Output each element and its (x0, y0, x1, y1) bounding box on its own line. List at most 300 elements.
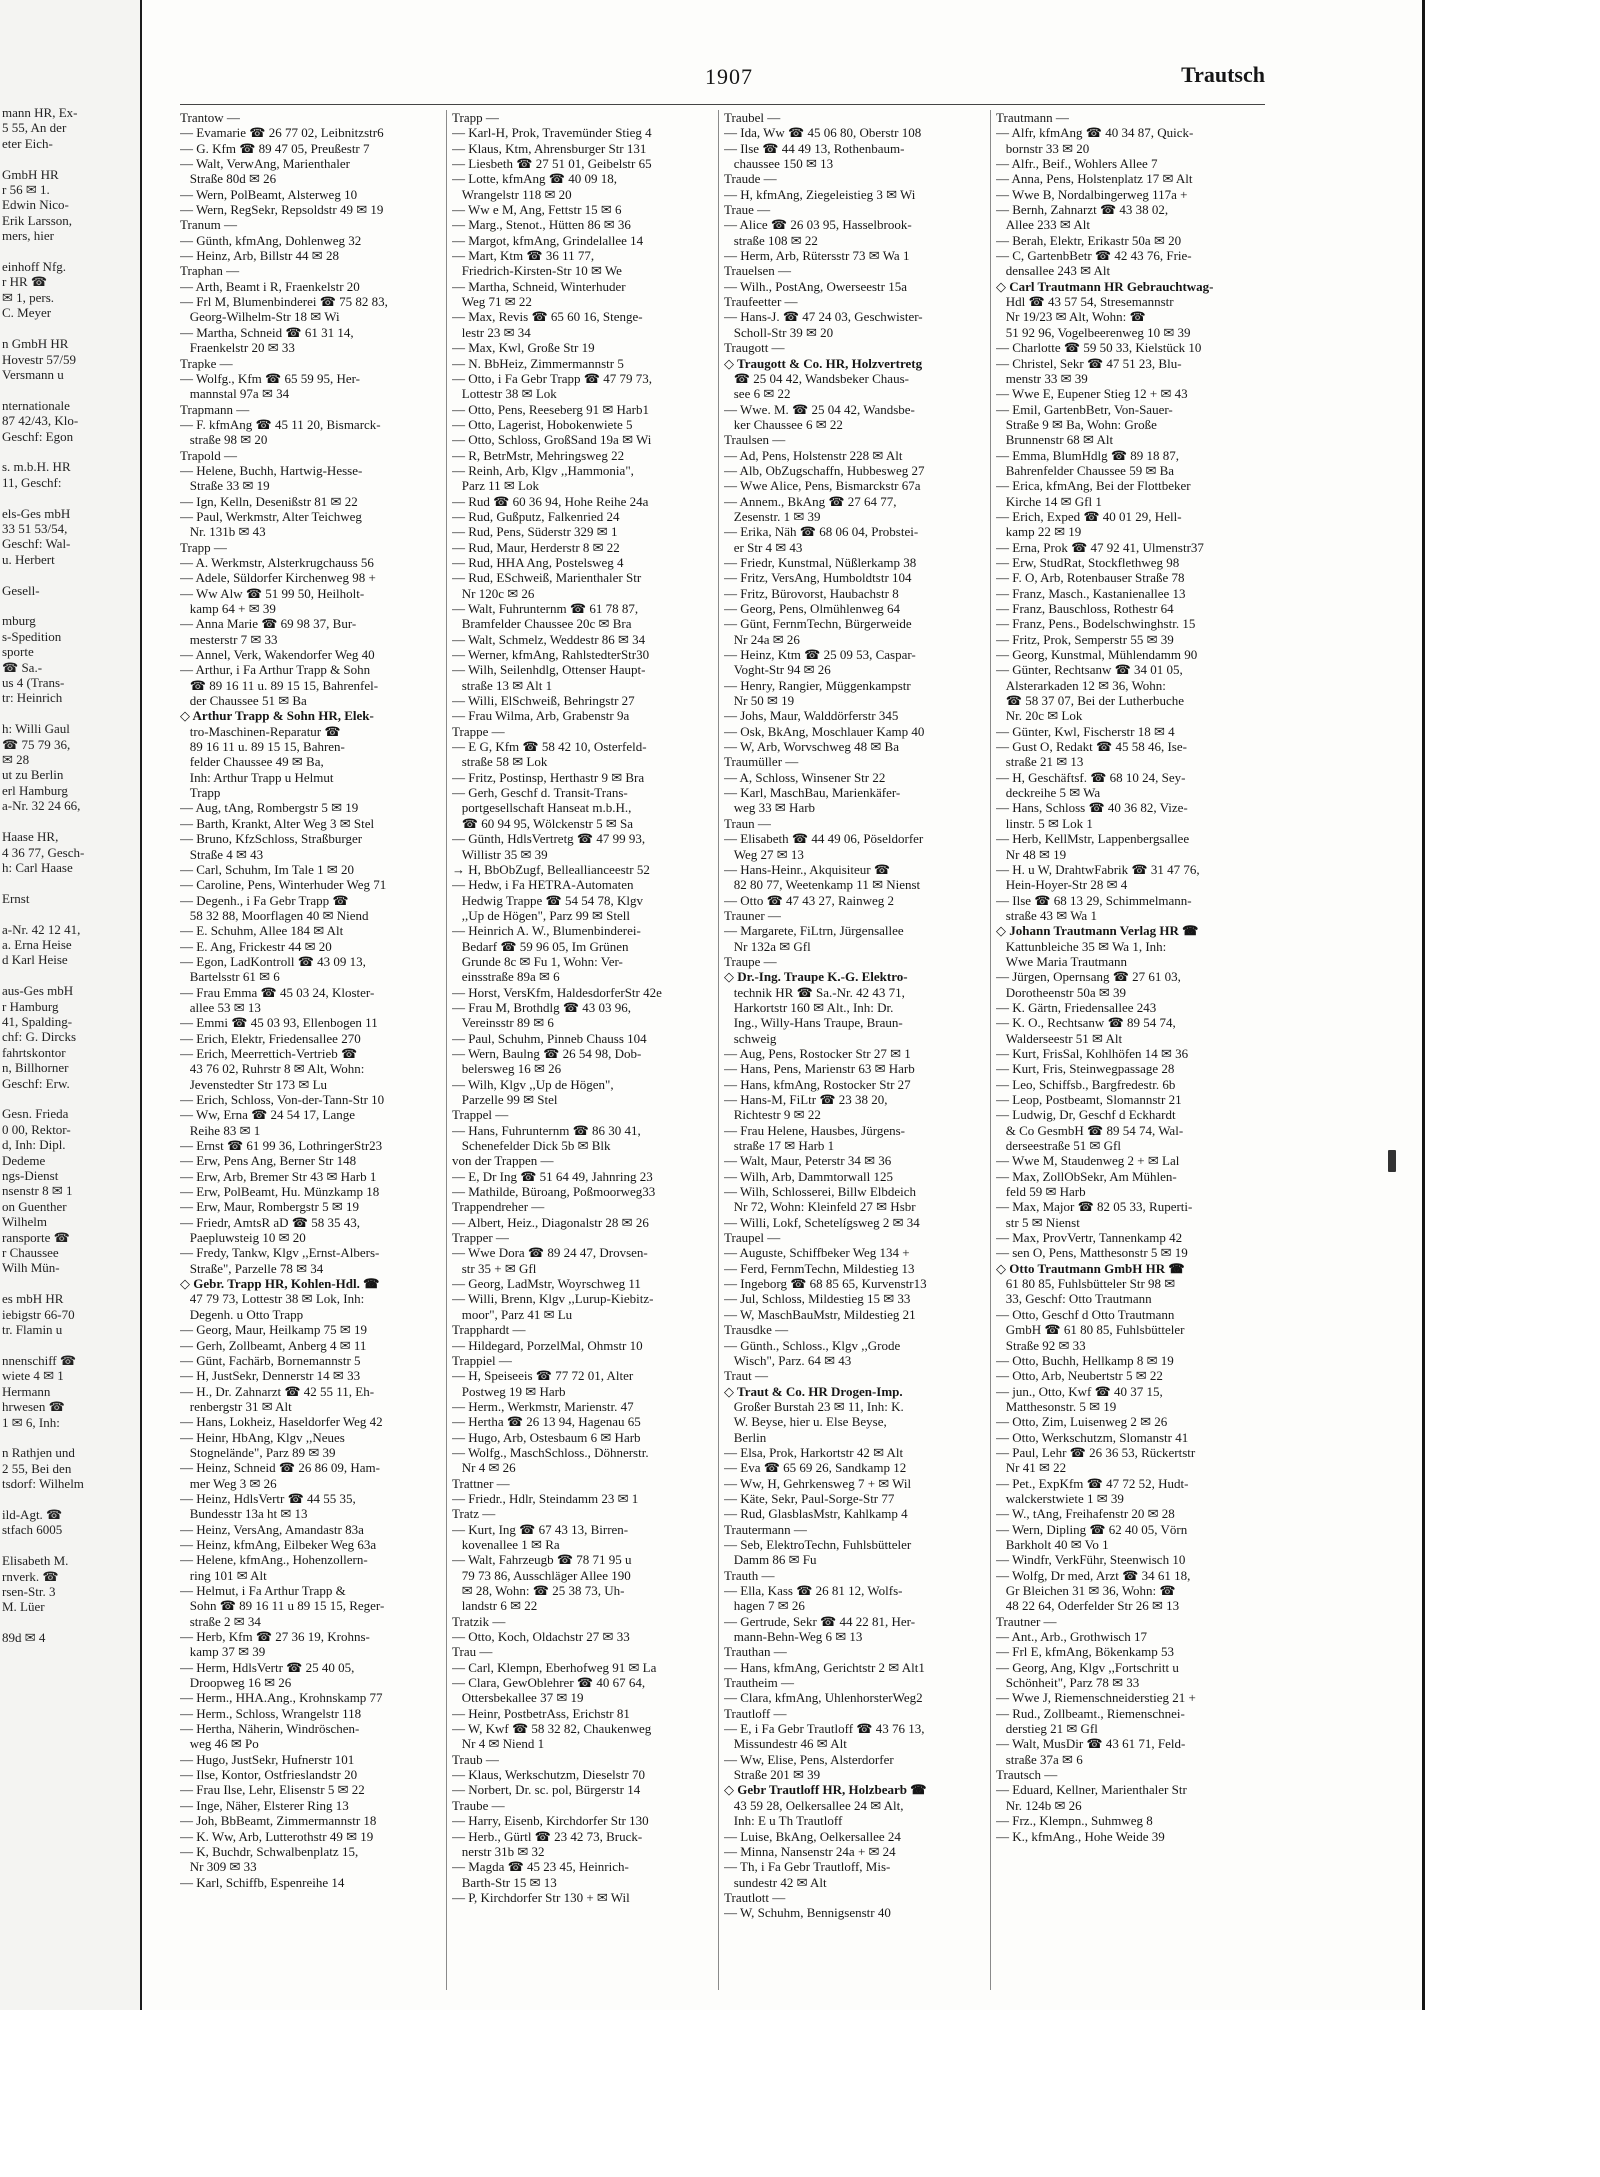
directory-entry-line: — Frau Ilse, Lehr, Elisenstr 5 ✉ 22 (180, 1782, 365, 1798)
directory-entry-line: — Wwe M, Staudenweg 2 + ✉ Lal (996, 1153, 1180, 1169)
directory-entry-line: — Herb, Kfm ☎ 27 36 19, Krohns- (180, 1629, 370, 1645)
left-fragment-line: Wilhelm (2, 1214, 47, 1230)
directory-entry-line: — Walt, VerwAng, Marienthaler (180, 156, 350, 172)
left-fragment-line: nsenstr 8 ✉ 1 (2, 1183, 73, 1199)
left-fragment-line: chf: G. Dircks (2, 1029, 77, 1045)
directory-entry-line: — G. Kfm ☎ 89 47 05, Preußestr 7 (180, 140, 370, 156)
scan-mark (1388, 1150, 1396, 1172)
directory-entry-line: ,,Up de Högen", Parz 99 ✉ Stell (452, 907, 630, 923)
directory-entry-line: — Otto, Lagerist, Hobokenwiete 5 (452, 416, 633, 432)
directory-entry-line: — Marg., Stenot., Hütten 86 ✉ 36 (452, 217, 631, 233)
directory-entry-line: Großer Burstah 23 ✉ 11, Inh: K. (724, 1398, 904, 1414)
directory-entry-line: ◇ Dr.-Ing. Traupe K.-G. Elektro- (724, 969, 908, 985)
directory-entry-line: — Ernst ☎ 61 99 36, LothringerStr23 (180, 1138, 383, 1154)
directory-entry-line: Parz 11 ✉ Lok (452, 478, 539, 494)
directory-entry-line: Schenefelder Dick 5b ✉ Blk (452, 1138, 611, 1154)
directory-entry-line: GmbH ☎ 61 80 85, Fuhlsbütteler (996, 1322, 1185, 1338)
directory-entry-line: ☎ 58 37 07, Bei der Lutherbuche (996, 693, 1185, 709)
directory-entry-line: — Rud, Pens, Süderstr 329 ✉ 1 (452, 524, 618, 540)
left-fragment-line: ngs-Dienst (2, 1168, 59, 1184)
directory-entry-line: — W, Kwf ☎ 58 32 82, Chaukenweg (452, 1721, 652, 1737)
directory-entry-line: Wwe Maria Trautmann (996, 953, 1128, 969)
directory-entry-line: — Caroline, Pens, Winterhuder Weg 71 (180, 877, 387, 893)
directory-entry-line: — Heinz, Arb, Billstr 44 ✉ 28 (180, 248, 339, 264)
directory-entry-line: — Hans, kfmAng, Rostocker Str 27 (724, 1076, 911, 1092)
directory-entry-line: — Eduard, Kellner, Marienthaler Str (996, 1782, 1187, 1798)
directory-entry-line: — Otto, Pens, Reeseberg 91 ✉ Harb1 (452, 401, 649, 417)
left-fragment-line: einhoff Nfg. (2, 259, 67, 275)
directory-entry-line: — Kurt, FrisSal, Kohlhöfen 14 ✉ 36 (996, 1045, 1189, 1061)
directory-entry-line: — H, kfmAng, Ziegeleistieg 3 ✉ Wi (724, 186, 916, 202)
directory-entry-line: — Herm., Werkmstr, Marienstr. 47 (452, 1398, 634, 1414)
directory-entry-line: Droopweg 16 ✉ 26 (180, 1675, 292, 1691)
directory-entry-line: — Erika, Näh ☎ 68 06 04, Probstei- (724, 524, 919, 540)
directory-entry-line: — Th, i Fa Gebr Trautloff, Mis- (724, 1859, 891, 1875)
directory-entry-line: Trapp — (452, 110, 499, 125)
left-fragment-line: n GmbH HR (2, 336, 69, 352)
directory-entry-line: straße 43 ✉ Wa 1 (996, 907, 1097, 923)
left-fragment-line: stfach 6005 (2, 1522, 63, 1538)
left-fragment-line (2, 1276, 140, 1291)
directory-entry-line: — Gust O, Redakt ☎ 45 58 46, Ise- (996, 739, 1187, 755)
directory-entry-line: moor", Parz 41 ✉ Lu (452, 1306, 573, 1322)
directory-entry-line: Trautermann — (724, 1521, 807, 1537)
directory-entry-line: Traumüller — (724, 754, 799, 770)
directory-entry-line: — H, Geschäftsf. ☎ 68 10 24, Sey- (996, 769, 1186, 785)
directory-entry-line: Straße 9 ✉ Ba, Wohn: Große (996, 416, 1157, 432)
directory-entry-line: — Joh, BbBeamt, Zimmermannstr 18 (180, 1813, 377, 1829)
directory-entry-line: — Georg, Pens, Olmühlenweg 64 (724, 601, 900, 616)
directory-entry-line: straße 58 ✉ Lok (452, 754, 548, 770)
left-fragment-line: M. Lüer (2, 1599, 45, 1615)
directory-entry-line: — Margot, kfmAng, Grindelallee 14 (452, 232, 644, 248)
directory-entry-line: hagen 7 ✉ 26 (724, 1598, 805, 1614)
directory-entry-line: — Barth, Krankt, Alter Weg 3 ✉ Stel (180, 815, 375, 831)
directory-entry-line: — Hertha, Näherin, Windröschen- (180, 1721, 360, 1737)
directory-entry-line: straße 108 ✉ 22 (724, 232, 818, 248)
directory-entry-line: — Ingeborg ☎ 68 85 65, Kurvenstr13 (724, 1276, 927, 1292)
left-fragment-line: 33 51 53/54, (2, 520, 68, 536)
directory-entry-line: — Anna, Pens, Holstenplatz 17 ✉ Alt (996, 171, 1193, 187)
directory-entry-line: Trautmann — (996, 110, 1069, 125)
directory-entry-line: — Emil, GartenbBetr, Von-Sauer- (996, 401, 1173, 417)
directory-entry-line: — Frl E, kfmAng, Bökenkamp 53 (996, 1644, 1175, 1660)
left-fragment-line: Hovestr 57/59 (2, 351, 77, 367)
left-fragment-line: mann HR, Ex- (2, 105, 78, 120)
directory-entry-line: bornstr 33 ✉ 20 (996, 140, 1090, 156)
directory-entry-line: — Wwe Alice, Pens, Bismarckstr 67a (724, 478, 921, 494)
directory-entry-line: Damm 86 ✉ Fu (724, 1552, 817, 1568)
directory-entry-line: Trapphardt — (452, 1322, 526, 1338)
left-fragment-line (2, 968, 140, 983)
directory-entry-line: — Rud, Maur, Herderstr 8 ✉ 22 (452, 539, 620, 555)
directory-entry-line: — Otto, Schloss, GroßSand 19a ✉ Wi (452, 432, 652, 448)
directory-entry-line: — Ww, H, Gehrkensweg 7 + ✉ Wil (724, 1475, 912, 1491)
directory-entry-line: — Magda ☎ 45 23 45, Heinrich- (452, 1859, 629, 1875)
directory-entry-line: — Harry, Eisenb, Kirchdorfer Str 130 (452, 1813, 649, 1829)
directory-entry-line: — Clara, GewOblehrer ☎ 40 67 64, (452, 1675, 646, 1691)
directory-entry-line: von der Trappen — (452, 1153, 554, 1169)
directory-entry-line: 43 59 28, Oelkersallee 24 ✉ Alt, (724, 1797, 904, 1813)
directory-entry-line: 33, Geschf: Otto Trautmann (996, 1291, 1152, 1307)
directory-entry-line: Traufeetter — (724, 294, 798, 310)
directory-entry-line: — H, Speiseeis ☎ 77 72 01, Alter (452, 1368, 634, 1384)
directory-entry-line: — Carl, Schuhm, Im Tale 1 ✉ 20 (180, 861, 355, 877)
left-fragment-line: Geschf: Egon (2, 428, 74, 444)
scan-margin-right (1425, 0, 1600, 2177)
directory-entry-line: Trantow — (180, 110, 240, 125)
directory-entry-line: Trautloff — (724, 1705, 787, 1721)
directory-entry-line: — Ludwig, Dr, Geschf d Eckhardt (996, 1107, 1176, 1123)
directory-entry-line: Trattner — (452, 1475, 510, 1491)
directory-entry-line: einsstraße 89a ✉ 6 (452, 969, 560, 985)
directory-entry-line: — Erich, Elektr, Friedensallee 270 (180, 1030, 361, 1046)
directory-entry-line: — E, i Fa Gebr Trautloff ☎ 43 76 13, (724, 1721, 925, 1737)
directory-entry-line: Trautsch — (996, 1767, 1058, 1783)
directory-column-1 (180, 110, 447, 1990)
directory-entry-line: — Hans-Heinr., Akquisiteur ☎ (724, 861, 891, 877)
directory-entry-line: — Frz., Klempn., Suhmweg 8 (996, 1813, 1153, 1829)
left-fragment-line: us 4 (Trans- (2, 675, 65, 691)
directory-entry-line: — K, Buchdr, Schwalbenplatz 15, (180, 1843, 359, 1859)
directory-entry-line: Tratz — (452, 1506, 496, 1522)
directory-entry-line: — Günt, Fachärb, Bornemannstr 5 (180, 1352, 361, 1368)
directory-entry-line: 82 80 77, Weetenkamp 11 ✉ Nienst (724, 877, 921, 893)
left-fragment-line: h: Carl Haase (2, 859, 73, 875)
left-fragment-line (2, 1430, 140, 1445)
directory-entry-line: Parzelle 99 ✉ Stel (452, 1092, 558, 1107)
directory-entry-line: derstieg 21 ✉ Gfl (996, 1721, 1098, 1737)
directory-entry-line: — A. Werkmstr, Alsterkrugchauss 56 (180, 554, 374, 570)
left-fragment-line: Gesn. Frieda (2, 1106, 69, 1122)
directory-entry-line: — Hans, Pens, Marienstr 63 ✉ Harb (724, 1061, 915, 1077)
directory-entry-line: — Friedr, Kunstmal, Nüßlerkamp 38 (724, 554, 917, 570)
directory-entry-line: — Frau M, Brothdlg ☎ 43 03 96, (452, 999, 632, 1015)
left-fragment-line: ✉ 28 (2, 752, 30, 768)
directory-entry-line: — Wwe Dora ☎ 89 24 47, Drovsen- (452, 1245, 648, 1261)
directory-entry-line: densallee 243 ✉ Alt (996, 263, 1111, 279)
left-fragment-line: sporte (2, 644, 34, 660)
directory-entry-line: ◇ Otto Trautmann GmbH HR ☎ (996, 1260, 1185, 1276)
left-fragment-line: 87 42/43, Klo- (2, 413, 79, 429)
directory-entry-line: — Alice ☎ 26 03 95, Hasselbrook- (724, 217, 912, 233)
directory-entry-line: — Günt, FernmTechn, Bürgerweide (724, 616, 912, 632)
directory-entry-line: — Paul, Schuhm, Pinneb Chauss 104 (452, 1030, 647, 1046)
left-fragment-line (2, 1615, 140, 1630)
directory-entry-line: — Arthur, i Fa Arthur Trapp & Sohn (180, 662, 371, 678)
left-fragment-line: Erik Larsson, (2, 212, 73, 228)
directory-entry-line: Voght-Str 94 ✉ 26 (724, 662, 831, 678)
directory-entry-line: — Günth, HdlsVertretg ☎ 47 99 93, (452, 831, 646, 847)
directory-entry-line: & Co GesmbH ☎ 89 54 74, Wal- (996, 1122, 1184, 1138)
directory-entry-line: — Inge, Näher, Elsterer Ring 13 (180, 1797, 349, 1813)
directory-entry-line: Harkortstr 160 ✉ Alt., Inh: Dr. (724, 999, 894, 1015)
directory-entry-line: straße 13 ✉ Alt 1 (452, 677, 553, 693)
directory-entry-line: — H. u W, DrahtwFabrik ☎ 31 47 76, (996, 861, 1200, 877)
directory-entry-line: Inh: E u Th Trautloff (724, 1813, 843, 1829)
directory-entry-line: — R, BetrMstr, Mehringsweg 22 (452, 447, 625, 463)
directory-entry-line: — Bruno, KfzSchloss, Straßburger (180, 831, 363, 847)
directory-entry-line: Trapmann — (180, 401, 250, 417)
directory-entry-line: ◇ Carl Trautmann HR Gebrauchtwag- (996, 278, 1214, 294)
directory-entry-line: sundestr 42 ✉ Alt (724, 1874, 827, 1890)
directory-entry-line: — F. kfmAng ☎ 45 11 20, Bismarck- (180, 416, 381, 432)
directory-entry-line: — Johs, Maur, Walddörferstr 345 (724, 708, 899, 724)
directory-entry-line: Grunde 8c ✉ Fu 1, Wohn: Ver- (452, 953, 623, 969)
directory-entry-line: → H, BbObZugf, Belleallianceestr 52 (452, 861, 650, 877)
directory-entry-line: — F. O, Arb, Rotenbauser Straße 78 (996, 570, 1185, 586)
left-fragment-line: r 56 ✉ 1. (2, 182, 50, 198)
header-rule (180, 104, 1265, 105)
directory-entry-line: — Otto ☎ 47 43 27, Rainweg 2 (724, 892, 895, 908)
left-fragment-line: Versmann u (2, 366, 64, 382)
directory-entry-line: Jevenstedter Str 173 ✉ Lu (180, 1076, 328, 1092)
directory-entry-line: Kattunbleiche 35 ✉ Wa 1, Inh: (996, 938, 1167, 954)
directory-entry-line: — Heinrich A. W., Blumenbinderei- (452, 923, 641, 939)
left-fragment-line: els-Ges mbH (2, 505, 71, 521)
left-fragment-line: 2 55, Bei den (2, 1460, 72, 1476)
left-fragment-line: es mbH HR (2, 1291, 64, 1307)
left-fragment-line: rsen-Str. 3 (2, 1584, 56, 1599)
directory-entry-line: — Jürgen, Opernsang ☎ 27 61 03, (996, 969, 1181, 985)
directory-entry-line: — Aug, tAng, Rombergstr 5 ✉ 19 (180, 800, 359, 816)
directory-entry-line: — Berah, Elektr, Erikastr 50a ✉ 20 (996, 232, 1182, 248)
left-fragment-line: 0 00, Rektor- (2, 1121, 71, 1137)
directory-entry-line: Hein-Hoyer-Str 28 ✉ 4 (996, 877, 1128, 893)
left-fragment-line: aus-Ges mbH (2, 983, 74, 999)
directory-entry-line: — Wilh, Schlosserei, Billw Elbdeich (724, 1184, 917, 1200)
left-fragment-line: ild-Agt. ☎ (2, 1506, 63, 1522)
directory-entry-line: menstr 33 ✉ 39 (996, 370, 1088, 386)
directory-entry-line: landstr 6 ✉ 22 (452, 1598, 538, 1614)
left-fragment-line: mers, hier (2, 228, 54, 244)
directory-entry-line: walckerstwiete 1 ✉ 39 (996, 1490, 1124, 1506)
directory-entry-line: — Heinz, VersAng, Amandastr 83a (180, 1521, 364, 1537)
directory-entry-line: Trauth — (724, 1567, 775, 1583)
directory-entry-line: — Osk, BkAng, Moschlauer Kamp 40 (724, 723, 925, 739)
directory-entry-line: Willistr 35 ✉ 39 (452, 846, 548, 862)
directory-entry-line: — Klaus, Werkschutzm, Dieselstr 70 (452, 1767, 645, 1783)
directory-entry-line: — Paul, Werkmstr, Alter Teichweg (180, 508, 362, 524)
directory-entry-line: Traupe — (724, 953, 777, 969)
directory-entry-line: — Wilh., PostAng, Owerseestr 15a (724, 278, 908, 294)
directory-entry-line: — Martha, Schneid ☎ 61 31 14, (180, 324, 354, 340)
directory-entry-line: allee 53 ✉ 13 (180, 999, 261, 1015)
directory-entry-line: — Windfr, VerkFühr, Steenwisch 10 (996, 1552, 1186, 1568)
left-fragment-line (2, 321, 140, 336)
directory-entry-line: — Rud, GlasblasMstr, Kahlkamp 4 (724, 1506, 908, 1522)
directory-entry-line: Nr 41 ✉ 22 (996, 1460, 1067, 1476)
directory-entry-line: 47 79 73, Lottestr 38 ✉ Lok, Inh: (180, 1291, 365, 1307)
directory-entry-line: — Heinz, Schneid ☎ 26 86 09, Ham- (180, 1460, 380, 1476)
directory-entry-line: — Max, ProvVertr, Tannenkamp 42 (996, 1230, 1183, 1246)
directory-entry-line: Berlin (724, 1429, 767, 1445)
directory-entry-line: — Annel, Verk, Wakendorfer Weg 40 (180, 647, 375, 663)
directory-entry-line: — Gertrude, Sekr ☎ 44 22 81, Her- (724, 1613, 916, 1629)
directory-entry-line: ◇ Gebr. Trapp HR, Kohlen-Hdl. ☎ (180, 1276, 380, 1292)
directory-entry-line: Paepluwsteig 10 ✉ 20 (180, 1230, 306, 1246)
left-fragment-line: tr: Heinrich (2, 690, 63, 706)
left-fragment-line (2, 490, 140, 505)
directory-entry-line: feld 59 ✉ Harb (996, 1184, 1086, 1200)
directory-entry-line: — Karl, Schiffb, Espenreihe 14 (180, 1874, 345, 1890)
directory-entry-line: — Otto, Geschf d Otto Trautmann (996, 1306, 1175, 1322)
directory-entry-line: — A, Schloss, Winsener Str 22 (724, 769, 886, 785)
directory-entry-line: Trautheim — (724, 1675, 794, 1691)
directory-entry-line: Traulsen — (724, 432, 786, 448)
directory-entry-line: Trauner — (724, 907, 781, 923)
directory-entry-line: — Walt, Schmelz, Weddestr 86 ✉ 34 (452, 631, 646, 647)
directory-entry-line: 48 22 64, Oderfelder Str 26 ✉ 13 (996, 1598, 1180, 1614)
directory-entry-line: — Max, ZollObSekr, Am Mühlen- (996, 1168, 1177, 1184)
directory-entry-line: — Franz, Masch., Kastanienallee 13 (996, 585, 1186, 601)
directory-entry-line: Trappe — (452, 723, 505, 739)
left-fragment-line: Geschf: Erw. (2, 1075, 70, 1091)
directory-entry-line: — Emmi ☎ 45 03 93, Ellenbogen 11 (180, 1015, 378, 1031)
directory-entry-line: — Martha, Schneid, Winterhuder (452, 278, 626, 294)
left-fragment-line (2, 814, 140, 829)
directory-entry-line: — Willi, ElSchweiß, Behringstr 27 (452, 693, 635, 709)
directory-entry-line: Nr 48 ✉ 19 (996, 846, 1067, 862)
directory-entry-line: — Wwe B, Nordalbingerweg 117a + (996, 186, 1188, 202)
directory-entry-line: Degenh. u Otto Trapp (180, 1306, 304, 1322)
directory-entry-line: Tratzik — (452, 1613, 506, 1629)
left-fragment-line: n, Billhorner (2, 1060, 69, 1076)
directory-entry-line: — Otto, i Fa Gebr Trapp ☎ 47 79 73, (452, 370, 653, 386)
directory-entry-line: — Erw, Maur, Rombergstr 5 ✉ 19 (180, 1199, 359, 1215)
directory-entry-line: — Ww e M, Ang, Fettstr 15 ✉ 6 (452, 202, 622, 218)
left-page-text (0, 0, 140, 1646)
left-fragment-line: C. Meyer (2, 305, 52, 321)
left-fragment-line: ✉ 1, pers. (2, 289, 55, 305)
left-fragment-line: 5 55, An der (2, 120, 67, 136)
directory-entry-line: — Egon, LadKontroll ☎ 43 09 13, (180, 953, 366, 969)
directory-entry-line: — Wolfg, Dr med, Arzt ☎ 34 61 18, (996, 1567, 1191, 1583)
directory-entry-line: — Alb, ObZugschaffn, Hubbesweg 27 (724, 462, 925, 478)
directory-entry-line: Postweg 19 ✉ Harb (452, 1383, 566, 1399)
left-fragment-line (2, 1338, 140, 1353)
directory-entry-line: — Otto, Koch, Oldachstr 27 ✉ 33 (452, 1629, 630, 1645)
directory-entry-line: — Hildegard, PorzelMal, Ohmstr 10 (452, 1337, 643, 1353)
directory-entry-line: — Arth, Beamt i R, Fraenkelstr 20 (180, 278, 360, 294)
directory-entry-line: Zesenstr. 1 ✉ 39 (724, 508, 821, 524)
directory-entry-line: 79 73 86, Ausschläger Allee 190 (452, 1567, 631, 1583)
left-fragment-line: r Chaussee (2, 1245, 59, 1261)
directory-entry-line: Straße", Parzelle 78 ✉ 34 (180, 1260, 324, 1276)
directory-entry-line: — Georg, LadMstr, Woyrschweg 11 (452, 1276, 641, 1292)
directory-entry-line: — Wolfg., MaschSchloss., Döhnerstr. (452, 1444, 649, 1460)
left-fragment-line (2, 567, 140, 582)
directory-entry-line: — Kurt, Ing ☎ 67 43 13, Birren- (452, 1521, 629, 1537)
directory-entry-line: — Rud, Gußputz, Falkenried 24 (452, 508, 620, 524)
directory-entry-line: 43 76 02, Ruhrstr 8 ✉ Alt, Wohn: (180, 1061, 365, 1077)
directory-entry-line: — Wern, Baulng ☎ 26 54 98, Dob- (452, 1045, 642, 1061)
directory-entry-line: — Käte, Sekr, Paul-Sorge-Str 77 (724, 1490, 895, 1506)
directory-entry-line: — W., tAng, Freihafenstr 20 ✉ 28 (996, 1506, 1175, 1522)
directory-entry-line: felder Chaussee 49 ✉ Ba, (180, 754, 324, 770)
left-fragment-line: Geschf: Wal- (2, 536, 71, 552)
directory-entry-line: — Herb, KellMstr, Lappenbergsallee (996, 831, 1190, 847)
directory-entry-line: — E. Schuhm, Allee 184 ✉ Alt (180, 923, 344, 939)
directory-entry-line: — Wolfg., Kfm ☎ 65 59 95, Her- (180, 370, 361, 386)
directory-entry-line: Bedarf ☎ 59 96 05, Im Grünen (452, 938, 629, 954)
left-fragment-line (2, 244, 140, 259)
directory-entry-line: Traut — (724, 1368, 768, 1384)
directory-entry-line: — Günth., Schloss., Klgv ,,Grode (724, 1337, 901, 1353)
directory-entry-line: — Hans, Lokheiz, Haseldorfer Weg 42 (180, 1414, 383, 1430)
directory-entry-line: — Leop, Postbeamt, Slomannstr 21 (996, 1092, 1182, 1107)
directory-entry-line: Traubel — (724, 110, 781, 125)
directory-entry-line: Trappel — (452, 1107, 509, 1123)
directory-entry-line: — Horst, VersKfm, HaldesdorferStr 42e (452, 984, 662, 1000)
directory-entry-line: Barkholt 40 ✉ Vo 1 (996, 1536, 1109, 1552)
directory-entry-line: — Charlotte ☎ 59 50 33, Kielstück 10 (996, 340, 1202, 356)
directory-entry-line: — Franz, Bauschloss, Rothestr 64 (996, 601, 1174, 616)
directory-entry-line: — Franz, Pens., Bodelschwinghstr. 15 (996, 616, 1196, 632)
directory-entry-line: — Ida, Ww ☎ 45 06 80, Oberstr 108 (724, 125, 922, 141)
directory-entry-line: ◇ Johann Trautmann Verlag HR ☎ (996, 923, 1199, 939)
directory-entry-line: — K., kfmAng., Hohe Weide 39 (996, 1828, 1165, 1844)
left-fragment-line: h: Willi Gaul (2, 721, 70, 737)
directory-entry-line: Bramfelder Chaussee 20c ✉ Bra (452, 616, 632, 632)
directory-entry-line: Alsterarkaden 12 ✉ 36, Wohn: (996, 677, 1166, 693)
directory-entry-line: — Herm, Arb, Rütersstr 73 ✉ Wa 1 (724, 248, 910, 264)
directory-entry-line: straße 37a ✉ 6 (996, 1751, 1083, 1767)
directory-entry-line: — Hans, kfmAng, Gerichtstr 2 ✉ Alt1 (724, 1659, 925, 1675)
directory-entry-line: — Lotte, kfmAng ☎ 40 09 18, (452, 171, 617, 187)
directory-entry-line: straße 17 ✉ Harb 1 (724, 1138, 835, 1154)
directory-entry-line: — Friedr, AmtsR aD ☎ 58 35 43, (180, 1214, 360, 1230)
directory-entry-line: — Erna, Prok ☎ 47 92 41, Ulmenstr37 (996, 539, 1204, 555)
directory-entry-line: — Anna Marie ☎ 69 98 37, Bur- (180, 616, 357, 632)
directory-entry-line: see 6 ✉ 22 (724, 386, 791, 402)
directory-entry-line: — Adele, Süldorfer Kirchenweg 98 + (180, 570, 376, 586)
directory-entry-line: Lottestr 38 ✉ Lok (452, 386, 557, 402)
directory-entry-line: — Seb, ElektroTechn, Fuhlsbütteler (724, 1536, 912, 1552)
directory-entry-line: — Ign, Kelln, Desenißstr 81 ✉ 22 (180, 493, 358, 509)
directory-entry-line: — Clara, kfmAng, UhlenhorsterWeg2 (724, 1690, 923, 1706)
directory-entry-line: — Ferd, FernmTechn, Mildestieg 13 (724, 1260, 915, 1276)
directory-entry-line: — Erw, Arb, Bremer Str 43 ✉ Harb 1 (180, 1168, 377, 1184)
left-fragment-line (2, 1538, 140, 1553)
directory-entry-line: — Evamarie ☎ 26 77 02, Leibnitzstr6 (180, 125, 384, 141)
directory-entry-line: lestr 23 ✉ 34 (452, 324, 531, 340)
directory-entry-line: — Hedw, i Fa HETRA-Automaten (452, 877, 634, 893)
left-fragment-line: 11, Geschf: (2, 474, 62, 490)
directory-entry-line: — Herm., HHA.Ang., Krohnskamp 77 (180, 1690, 383, 1706)
directory-entry-line: 51 92 96, Vogelbeerenweg 10 ✉ 39 (996, 324, 1191, 340)
directory-entry-line: Stognelände", Parz 89 ✉ 39 (180, 1444, 336, 1460)
left-fragment-line: on Guenther (2, 1198, 67, 1214)
directory-entry-line: ◇ Traugott & Co. HR, Holzvertretg (724, 355, 923, 371)
left-fragment-line (2, 906, 140, 921)
directory-entry-line: — W, MaschBauMstr, Mildestieg 21 (724, 1306, 916, 1322)
left-fragment-line: wiete 4 ✉ 1 (2, 1368, 64, 1384)
directory-entry-line: Fraenkelstr 20 ✉ 33 (180, 340, 295, 356)
left-page-fragment (0, 0, 141, 2010)
directory-entry-line: Traugott — (724, 340, 785, 356)
running-head: Trautsch (1181, 62, 1265, 87)
directory-entry-line: — Bernh, Zahnarzt ☎ 43 38 02, (996, 202, 1169, 218)
directory-entry-line: — Hans-J. ☎ 47 24 03, Geschwister- (724, 309, 923, 325)
left-fragment-line: Wilh Mün- (2, 1260, 60, 1276)
directory-entry-line: — Herm., Schloss, Wrangelstr 118 (180, 1705, 362, 1721)
directory-entry-line: Nr 4 ✉ Niend 1 (452, 1736, 545, 1752)
directory-entry-line: — Kurt, Fris, Steinwegpassage 28 (996, 1061, 1175, 1077)
directory-entry-line: straße 2 ✉ 34 (180, 1613, 261, 1629)
directory-entry-line: tro-Maschinen-Reparatur ☎ (180, 723, 341, 739)
directory-entry-line: — Friedr., Hdlr, Steindamm 23 ✉ 1 (452, 1490, 639, 1506)
